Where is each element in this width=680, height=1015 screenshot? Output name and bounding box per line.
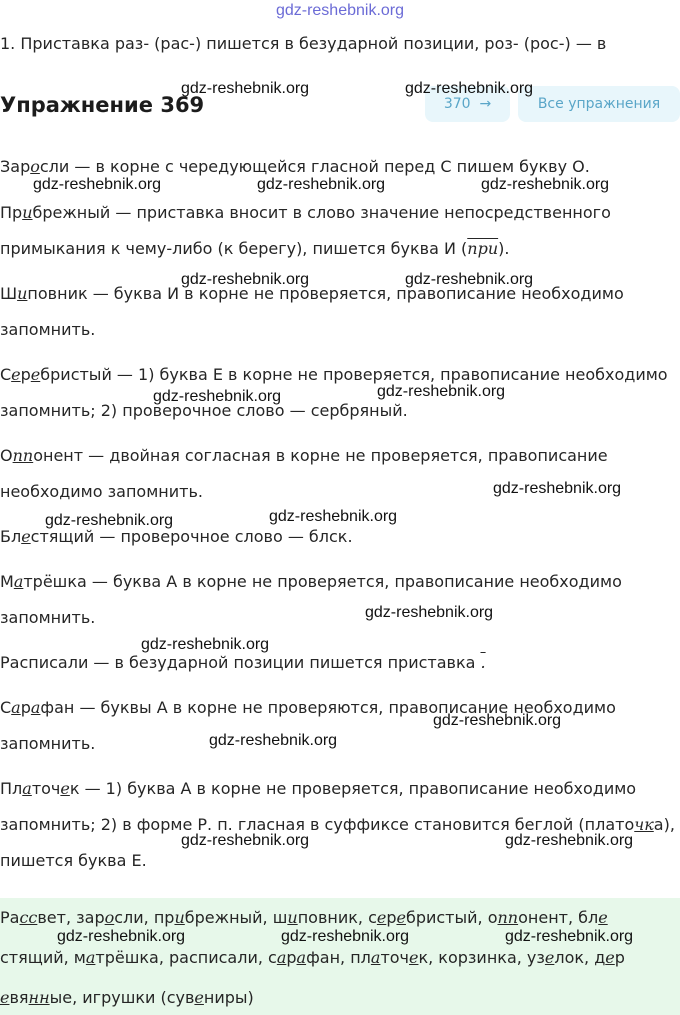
entry-shipovnik-1: Шиповник — буква И в корне не проверяется, правописание необходимо bbox=[0, 284, 624, 303]
entry-opponent-1: Оппонент — двойная согласная в корне не проверяется, правописание bbox=[0, 446, 608, 465]
entry-serebristy-1: Серебристый — 1) буква Е в корне не проверяется, правописание необходимо bbox=[0, 365, 668, 384]
watermark: gdz-reshebnik.org bbox=[505, 832, 634, 849]
watermark-top: gdz-reshebnik.org bbox=[275, 2, 405, 19]
watermark: gdz-reshebnik.org bbox=[181, 80, 310, 97]
watermark: gdz-reshebnik.org bbox=[141, 636, 270, 653]
entry-serebristy-2: запомнить; 2) проверочное слово — сербряный. bbox=[0, 401, 408, 420]
answer-line-1: Рассвет, заросли, прибрежный, шиповник, серебристый, оппонент, бле bbox=[0, 908, 608, 927]
entry-pribrezhny-1: Прибрежный — приставка вносит в слово значение непосредственного bbox=[0, 203, 611, 222]
entry-sarafan-2: запомнить. bbox=[0, 734, 96, 753]
entry-blestyashchy: Блестящий — проверочное слово — блск. bbox=[0, 527, 353, 546]
watermark: gdz-reshebnik.org bbox=[481, 176, 610, 193]
watermark: gdz-reshebnik.org bbox=[269, 508, 398, 525]
page-title: Упражнение 369 bbox=[0, 93, 205, 117]
entry-zarosli: Заросли — в корне с чередующейся гласной перед С пишем букву О. bbox=[0, 157, 590, 176]
watermark: gdz-reshebnik.org bbox=[365, 604, 494, 621]
watermark: gdz-reshebnik.org bbox=[181, 271, 310, 288]
entry-platochek-2: запомнить; 2) в форме Р. п. гласная в суффиксе становится беглой (платочка), bbox=[0, 815, 675, 834]
arrow-right-icon: → bbox=[475, 96, 492, 112]
watermark: gdz-reshebnik.org bbox=[377, 383, 506, 400]
watermark: gdz-reshebnik.org bbox=[493, 480, 622, 497]
entry-shipovnik-2: запомнить. bbox=[0, 320, 96, 339]
intro-line: 1. Приставка раз- (рас-) пишется в безударной позиции, роз- (рос-) — в bbox=[0, 34, 607, 53]
entry-platochek-1: Платочек — 1) буква А в корне не проверяется, правописание необходимо bbox=[0, 779, 637, 798]
watermark: gdz-reshebnik.org bbox=[433, 712, 562, 729]
all-exercises-button[interactable]: Все упражнения bbox=[518, 86, 680, 122]
answer-line-3: евянные, игрушки (сувениры) bbox=[0, 988, 254, 1007]
watermark: gdz-reshebnik.org bbox=[405, 271, 534, 288]
entry-sarafan-1: Сарафан — буквы А в корне не проверяются, правописание необходимо bbox=[0, 698, 616, 717]
watermark: gdz-reshebnik.org bbox=[57, 928, 186, 945]
answer-line-2: стящий, матрёшка, расписали, сарафан, платочек, корзинка, узелок, дер bbox=[0, 948, 625, 967]
entry-opponent-2: необходимо запомнить. bbox=[0, 482, 203, 501]
watermark: gdz-reshebnik.org bbox=[505, 928, 634, 945]
next-exercise-label: 370 bbox=[443, 96, 471, 112]
entry-pribrezhny-2: примыкания к чему-либо (к берегу), пишется буква И (при). bbox=[0, 239, 510, 258]
watermark: gdz-reshebnik.org bbox=[281, 928, 410, 945]
entry-platochek-3: пишется буква Е. bbox=[0, 851, 147, 870]
watermark: gdz-reshebnik.org bbox=[33, 176, 162, 193]
watermark: gdz-reshebnik.org bbox=[209, 732, 338, 749]
watermark: gdz-reshebnik.org bbox=[153, 388, 282, 405]
entry-matryoshka-1: Матрёшка — буква А в корне не проверяется, правописание необходимо bbox=[0, 572, 622, 591]
watermark: gdz-reshebnik.org bbox=[45, 512, 174, 529]
watermark: gdz-reshebnik.org bbox=[257, 176, 386, 193]
entry-raspisali: Расписали — в безударной позиции пишется приставка . bbox=[0, 653, 486, 672]
watermark: gdz-reshebnik.org bbox=[405, 80, 534, 97]
entry-matryoshka-2: запомнить. bbox=[0, 608, 96, 627]
watermark: gdz-reshebnik.org bbox=[181, 832, 310, 849]
